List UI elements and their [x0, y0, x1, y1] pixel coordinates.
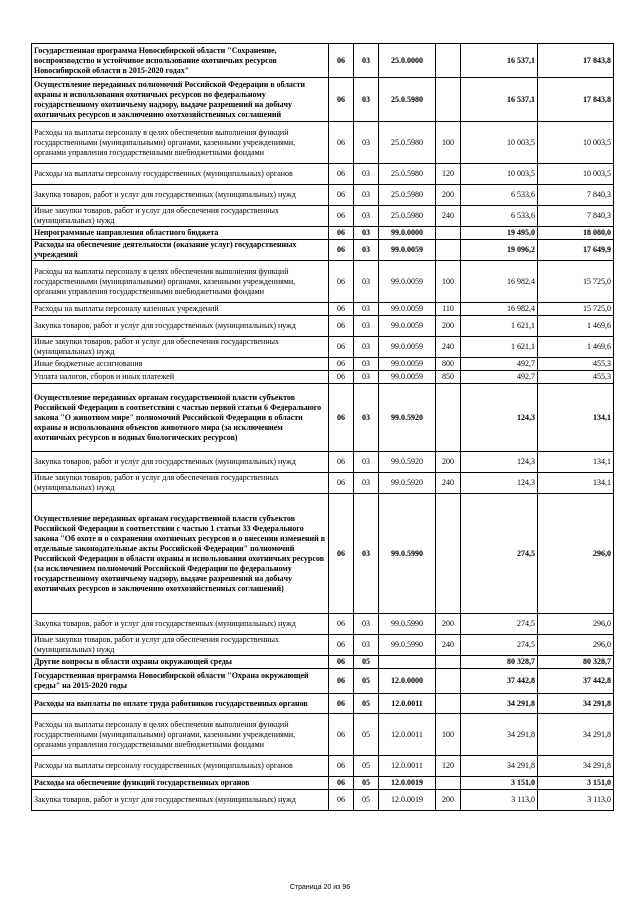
row-target-code: 25.0.0000	[379, 44, 436, 78]
row-section: 06	[329, 614, 354, 635]
row-subsection: 03	[354, 164, 379, 185]
row-subsection: 03	[354, 316, 379, 337]
row-target-code: 12.0.0000	[379, 669, 436, 694]
row-amount-1: 274,5	[461, 614, 538, 635]
row-subsection: 03	[354, 44, 379, 78]
table-row	[32, 316, 614, 337]
row-name: Иные закупки товаров, работ и услуг для обеспечения государственных (муниципальных) нужд	[32, 337, 329, 358]
row-target-code: 12.0.0019	[379, 777, 436, 790]
row-section: 06	[329, 316, 354, 337]
row-target-code: 25.0.5980	[379, 78, 436, 122]
row-target-code: 99.0.5920	[379, 473, 436, 494]
row-name: Закупка товаров, работ и услуг для государственных (муниципальных) нужд	[32, 452, 329, 473]
table-row	[32, 669, 614, 694]
row-expense-type	[436, 240, 461, 261]
row-target-code: 99.0.0059	[379, 337, 436, 358]
table-row	[32, 358, 614, 371]
row-amount-2: 296,0	[538, 614, 614, 635]
row-section: 06	[329, 227, 354, 240]
row-name: Уплата налогов, сборов и иных платежей	[32, 371, 329, 384]
table-row	[32, 164, 614, 185]
row-section: 06	[329, 337, 354, 358]
row-expense-type	[436, 44, 461, 78]
row-expense-type: 240	[436, 473, 461, 494]
row-amount-1: 124,3	[461, 452, 538, 473]
row-amount-2: 455,3	[538, 371, 614, 384]
row-amount-2: 15 725,0	[538, 303, 614, 316]
row-subsection: 03	[354, 122, 379, 164]
row-section: 06	[329, 384, 354, 452]
table-row	[32, 384, 614, 452]
row-subsection: 05	[354, 756, 379, 777]
row-subsection: 05	[354, 694, 379, 714]
table-body	[32, 44, 614, 811]
row-expense-type	[436, 669, 461, 694]
table-row	[32, 303, 614, 316]
row-target-code: 25.0.5980	[379, 122, 436, 164]
row-subsection: 03	[354, 635, 379, 656]
row-name: Закупка товаров, работ и услуг для государственных (муниципальных) нужд	[32, 185, 329, 206]
row-name: Осуществление переданных органам государственной власти субъектов Российской Федерации в соответствии с частью 1 статьи 33 Федерального закона "Об охоте и о сохранении охотничьих ресурсов и о внесении изменений в отдельные законодательные акты Российской Федерации" полномочий Российской Федерации в области охраны и использования охотничьих ресурсов (за исключением полномочий Российской Федерации по федеральному государственному охотничьему надзору, выдаче разрешений на добычу охотничьих ресурсов и заключению охотхозяйственных соглашений)	[32, 494, 329, 614]
row-section: 06	[329, 240, 354, 261]
row-expense-type: 200	[436, 452, 461, 473]
row-section: 06	[329, 473, 354, 494]
row-section: 06	[329, 694, 354, 714]
table-row	[32, 240, 614, 261]
row-amount-1: 37 442,8	[461, 669, 538, 694]
row-expense-type: 800	[436, 358, 461, 371]
row-subsection: 03	[354, 261, 379, 303]
row-expense-type	[436, 384, 461, 452]
row-amount-1: 3 151,0	[461, 777, 538, 790]
row-target-code	[379, 656, 436, 669]
row-section: 06	[329, 635, 354, 656]
row-amount-2: 1 469,6	[538, 337, 614, 358]
row-subsection: 05	[354, 669, 379, 694]
row-section: 06	[329, 790, 354, 811]
row-target-code: 99.0.0059	[379, 303, 436, 316]
row-name: Расходы на выплаты персоналу в целях обеспечения выполнения функций государственными (муниципальными) органами, казенными учреждениями, органами управления государственными внебюджетными фондами	[32, 714, 329, 756]
row-section: 06	[329, 777, 354, 790]
table-row	[32, 452, 614, 473]
table-row	[32, 756, 614, 777]
row-section: 06	[329, 44, 354, 78]
row-subsection: 03	[354, 240, 379, 261]
row-section: 06	[329, 669, 354, 694]
row-subsection: 03	[354, 78, 379, 122]
row-expense-type	[436, 694, 461, 714]
row-amount-1: 16 982,4	[461, 303, 538, 316]
row-section: 06	[329, 164, 354, 185]
table-row	[32, 635, 614, 656]
row-name: Закупка товаров, работ и услуг для государственных (муниципальных) нужд	[32, 614, 329, 635]
row-name: Закупка товаров, работ и услуг для государственных (муниципальных) нужд	[32, 316, 329, 337]
row-target-code: 99.0.5920	[379, 452, 436, 473]
row-target-code: 25.0.5980	[379, 185, 436, 206]
row-amount-1: 10 003,5	[461, 164, 538, 185]
table-row	[32, 473, 614, 494]
row-subsection: 03	[354, 473, 379, 494]
row-name: Иные бюджетные ассигнования	[32, 358, 329, 371]
row-amount-1: 16 982,4	[461, 261, 538, 303]
row-amount-2: 17 843,8	[538, 44, 614, 78]
table-row	[32, 694, 614, 714]
table-row	[32, 185, 614, 206]
row-target-code: 12.0.0019	[379, 790, 436, 811]
row-target-code: 99.0.5990	[379, 614, 436, 635]
row-target-code: 99.0.0059	[379, 316, 436, 337]
row-section: 06	[329, 371, 354, 384]
row-amount-1: 274,5	[461, 635, 538, 656]
row-amount-1: 1 621,1	[461, 337, 538, 358]
row-amount-2: 296,0	[538, 635, 614, 656]
row-name: Иные закупки товаров, работ и услуг для обеспечения государственных (муниципальных) нужд	[32, 206, 329, 227]
row-target-code: 25.0.5980	[379, 164, 436, 185]
row-name: Расходы на выплаты по оплате труда работников государственных органов	[32, 694, 329, 714]
table-row	[32, 122, 614, 164]
row-amount-1: 6 533,6	[461, 185, 538, 206]
row-name: Расходы на выплаты персоналу государственных (муниципальных) органов	[32, 164, 329, 185]
row-amount-1: 34 291,8	[461, 756, 538, 777]
row-amount-2: 1 469,6	[538, 316, 614, 337]
table-row	[32, 790, 614, 811]
row-amount-1: 10 003,5	[461, 122, 538, 164]
row-amount-1: 274,5	[461, 494, 538, 614]
row-name: Осуществление переданных полномочий Российской Федерации в области охраны и использования охотничьих ресурсов по федеральному государственному охотничьему надзору, выдаче разрешений на добычу охотничьих ресурсов и заключению охотхозяйственных соглашений	[32, 78, 329, 122]
row-name: Расходы на выплаты персоналу государственных (муниципальных) органов	[32, 756, 329, 777]
row-expense-type: 200	[436, 185, 461, 206]
row-name: Расходы на обеспечение функций государственных органов	[32, 777, 329, 790]
row-section: 06	[329, 656, 354, 669]
row-section: 06	[329, 122, 354, 164]
row-amount-1: 3 113,0	[461, 790, 538, 811]
row-amount-1: 16 537,1	[461, 78, 538, 122]
row-amount-2: 3 151,0	[538, 777, 614, 790]
row-target-code: 99.0.0059	[379, 261, 436, 303]
row-amount-2: 455,3	[538, 358, 614, 371]
row-target-code: 12.0.0011	[379, 714, 436, 756]
table-row	[32, 494, 614, 614]
row-amount-2: 37 442,8	[538, 669, 614, 694]
row-section: 06	[329, 303, 354, 316]
row-amount-1: 19 495,0	[461, 227, 538, 240]
row-amount-2: 134,1	[538, 384, 614, 452]
row-subsection: 03	[354, 371, 379, 384]
row-expense-type: 200	[436, 790, 461, 811]
row-name: Расходы на выплаты персоналу в целях обеспечения выполнения функций государственными (муниципальными) органами, казенными учреждениями, органами управления государственными внебюджетными фондами	[32, 122, 329, 164]
row-target-code: 99.0.5990	[379, 494, 436, 614]
row-target-code: 99.0.0059	[379, 240, 436, 261]
row-section: 06	[329, 358, 354, 371]
row-target-code: 99.0.5990	[379, 635, 436, 656]
row-subsection: 03	[354, 384, 379, 452]
row-section: 06	[329, 78, 354, 122]
table-row	[32, 777, 614, 790]
row-expense-type: 850	[436, 371, 461, 384]
row-amount-2: 80 328,7	[538, 656, 614, 669]
row-amount-2: 3 113,0	[538, 790, 614, 811]
row-amount-2: 134,1	[538, 473, 614, 494]
row-section: 06	[329, 452, 354, 473]
table-row	[32, 227, 614, 240]
row-expense-type	[436, 494, 461, 614]
row-name: Государственная программа Новосибирской области "Охрана окружающей среды" на 2015-2020 годы	[32, 669, 329, 694]
row-amount-2: 10 003,5	[538, 122, 614, 164]
row-name: Иные закупки товаров, работ и услуг для обеспечения государственных (муниципальных) нужд	[32, 635, 329, 656]
row-section: 06	[329, 756, 354, 777]
row-amount-2: 17 649,9	[538, 240, 614, 261]
row-amount-2: 18 080,0	[538, 227, 614, 240]
row-expense-type: 110	[436, 303, 461, 316]
row-expense-type: 120	[436, 164, 461, 185]
row-subsection: 05	[354, 656, 379, 669]
page-footer: Страница 20 из 96	[289, 884, 351, 891]
row-section: 06	[329, 261, 354, 303]
row-section: 06	[329, 206, 354, 227]
row-subsection: 03	[354, 185, 379, 206]
row-expense-type: 240	[436, 635, 461, 656]
row-expense-type: 240	[436, 337, 461, 358]
row-subsection: 03	[354, 358, 379, 371]
row-amount-2: 34 291,8	[538, 756, 614, 777]
table-row	[32, 44, 614, 78]
row-name: Иные закупки товаров, работ и услуг для обеспечения государственных (муниципальных) нужд	[32, 473, 329, 494]
row-target-code: 25.0.5980	[379, 206, 436, 227]
row-subsection: 03	[354, 494, 379, 614]
row-subsection: 03	[354, 303, 379, 316]
row-section: 06	[329, 185, 354, 206]
row-target-code: 99.0.5920	[379, 384, 436, 452]
row-section: 06	[329, 494, 354, 614]
row-subsection: 03	[354, 227, 379, 240]
table-row	[32, 714, 614, 756]
row-amount-1: 19 096,2	[461, 240, 538, 261]
row-expense-type: 200	[436, 614, 461, 635]
row-amount-1: 492,7	[461, 371, 538, 384]
row-amount-2: 17 843,8	[538, 78, 614, 122]
row-expense-type	[436, 227, 461, 240]
row-subsection: 05	[354, 714, 379, 756]
table-row	[32, 78, 614, 122]
row-expense-type	[436, 656, 461, 669]
row-subsection: 03	[354, 452, 379, 473]
row-name: Непрограммные направления областного бюджета	[32, 227, 329, 240]
budget-table	[31, 43, 614, 811]
row-amount-1: 492,7	[461, 358, 538, 371]
row-amount-2: 296,0	[538, 494, 614, 614]
row-amount-1: 1 621,1	[461, 316, 538, 337]
row-amount-2: 10 003,5	[538, 164, 614, 185]
row-target-code: 12.0.0011	[379, 756, 436, 777]
row-name: Расходы на обеспечение деятельности (оказание услуг) государственных учреждений	[32, 240, 329, 261]
row-subsection: 05	[354, 790, 379, 811]
table-row	[32, 337, 614, 358]
row-expense-type: 100	[436, 261, 461, 303]
row-name: Осуществление переданных органам государственной власти субъектов Российской Федерации в соответствии с частью первой статьи 6 Федерального закона "О животном мире" полномочий Российской Федерации в области охраны и использования объектов животного мира (за исключением охотничьих ресурсов и водных биологических ресурсов)	[32, 384, 329, 452]
row-amount-2: 34 291,8	[538, 694, 614, 714]
row-amount-2: 34 291,8	[538, 714, 614, 756]
row-amount-1: 6 533,6	[461, 206, 538, 227]
row-target-code: 99.0.0000	[379, 227, 436, 240]
row-subsection: 03	[354, 206, 379, 227]
row-target-code: 12.0.0011	[379, 694, 436, 714]
row-expense-type	[436, 777, 461, 790]
row-amount-1: 80 328,7	[461, 656, 538, 669]
row-name: Закупка товаров, работ и услуг для государственных (муниципальных) нужд	[32, 790, 329, 811]
row-expense-type: 120	[436, 756, 461, 777]
row-name: Расходы на выплаты персоналу в целях обеспечения выполнения функций государственными (муниципальными) органами, казенными учреждениями, органами управления государственными внебюджетными фондами	[32, 261, 329, 303]
row-amount-2: 134,1	[538, 452, 614, 473]
row-subsection: 03	[354, 337, 379, 358]
row-amount-2: 7 840,3	[538, 206, 614, 227]
row-name: Другие вопросы в области охраны окружающей среды	[32, 656, 329, 669]
row-subsection: 05	[354, 777, 379, 790]
row-expense-type: 100	[436, 122, 461, 164]
table-row	[32, 614, 614, 635]
row-amount-2: 7 840,3	[538, 185, 614, 206]
row-amount-1: 34 291,8	[461, 714, 538, 756]
table-row	[32, 261, 614, 303]
row-expense-type: 200	[436, 316, 461, 337]
row-name: Расходы на выплаты персоналу казенных учреждений	[32, 303, 329, 316]
table-row	[32, 206, 614, 227]
row-expense-type: 240	[436, 206, 461, 227]
row-subsection: 03	[354, 614, 379, 635]
row-amount-1: 34 291,8	[461, 694, 538, 714]
row-section: 06	[329, 714, 354, 756]
row-name: Государственная программа Новосибирской области "Сохранение, воспроизводство и устойчивое использование охотничьих ресурсов Новосибирской области в 2015-2020 годах"	[32, 44, 329, 78]
row-amount-2: 15 725,0	[538, 261, 614, 303]
row-amount-1: 16 537,1	[461, 44, 538, 78]
table-row	[32, 656, 614, 669]
row-target-code: 99.0.0059	[379, 358, 436, 371]
row-target-code: 99.0.0059	[379, 371, 436, 384]
row-amount-1: 124,3	[461, 473, 538, 494]
row-expense-type	[436, 78, 461, 122]
row-expense-type: 100	[436, 714, 461, 756]
row-amount-1: 124,3	[461, 384, 538, 452]
table-row	[32, 371, 614, 384]
